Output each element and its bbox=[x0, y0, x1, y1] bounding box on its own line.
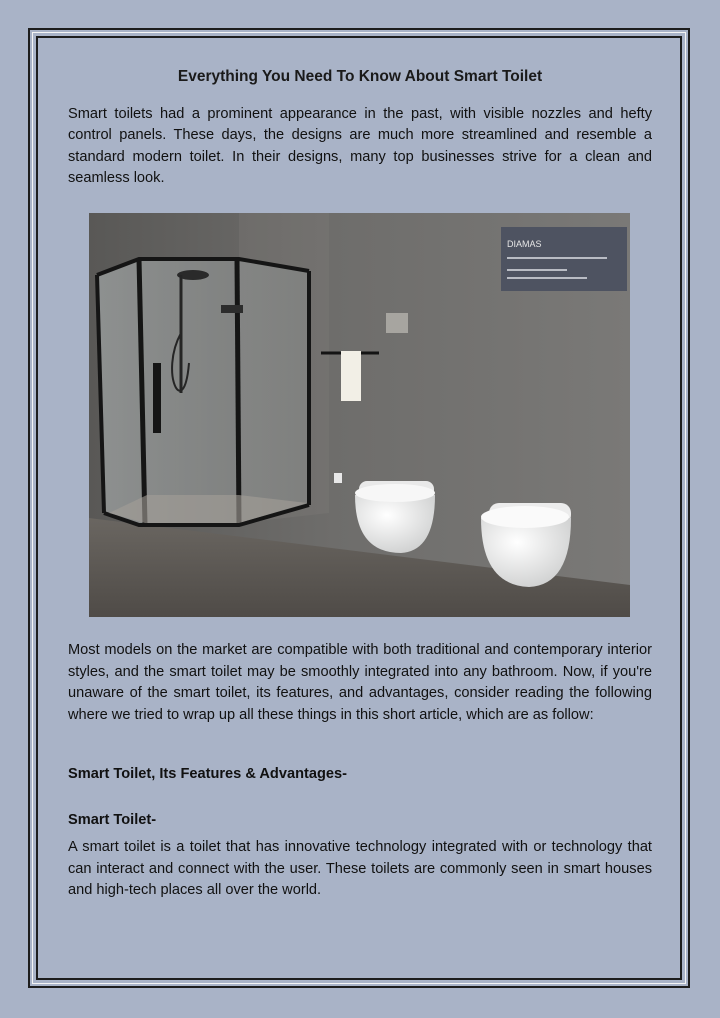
article-title: Everything You Need To Know About Smart Toilet bbox=[177, 68, 543, 85]
smart-toilet-heading: Smart Toilet- bbox=[68, 812, 157, 828]
shower-glass bbox=[97, 259, 309, 525]
features-heading: Smart Toilet, Its Features & Advantages- bbox=[68, 766, 347, 782]
bathroom-illustration bbox=[89, 213, 630, 617]
third-paragraph: A smart toilet is a toilet that has innovative technology integrated with or technology that can interact and connect with the user. These toilets are commonly seen in smart houses and high-tech places all over the world. bbox=[68, 839, 652, 898]
flush-plate bbox=[386, 313, 408, 333]
intro-paragraph: Smart toilets had a prominent appearance in the past, with visible nozzles and hefty control panels. These days, the designs are much more streamlined and resemble a standard modern toilet. In their designs, many top businesses strive for a clean and seamless look. bbox=[68, 105, 652, 186]
article-top bbox=[68, 66, 652, 190]
brand-sign-text: DIAMAS bbox=[507, 239, 542, 249]
shower-handle bbox=[153, 363, 161, 433]
second-paragraph: Most models on the market are compatible with both traditional and contemporary interior styles, and the smart toilet may be smoothly integrated into any bathroom. Now, if you're unaware of the smart toilet, its features, and advantages, consider reading the following where we tried to wrap up all these things in this short article, which are as follow: bbox=[68, 642, 652, 723]
bathroom-photo bbox=[89, 213, 630, 617]
towel bbox=[341, 351, 361, 401]
